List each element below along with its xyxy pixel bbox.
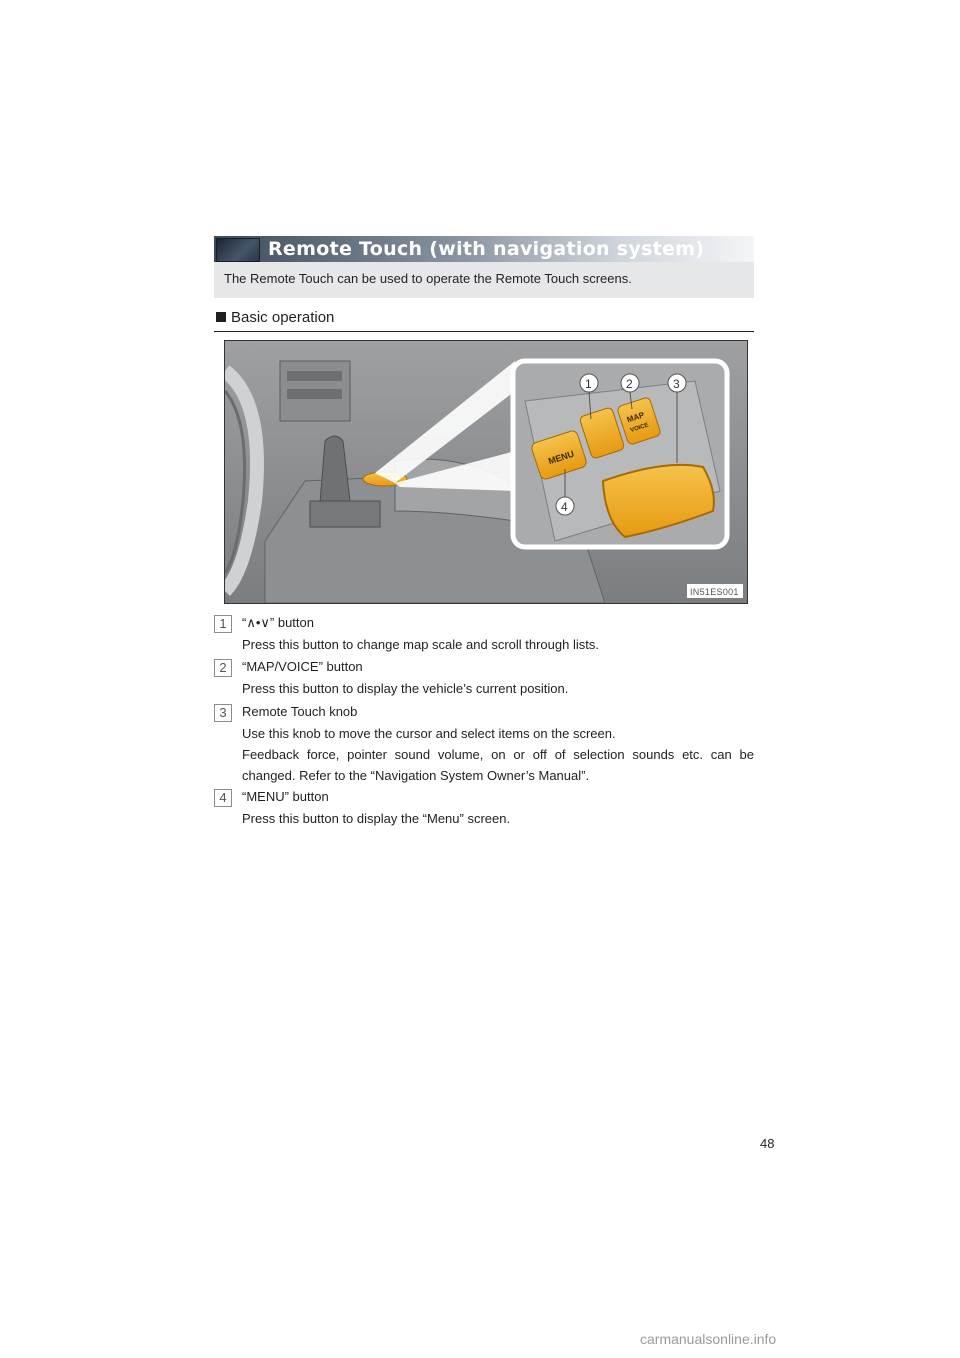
item-title: “∧•∨” button [242,615,314,630]
item-number-2: 2 [214,659,232,677]
gear-base [310,501,380,527]
footer-watermark[interactable]: carmanualsonline.info [640,1331,777,1347]
callout-3: 3 [673,377,680,391]
dashboard-vent [287,371,342,381]
callout-2: 2 [626,377,633,391]
page-title: Remote Touch (with navigation system) [268,238,705,260]
item-description: Press this button to display the vehicle’s current position. [242,681,569,696]
item-title: “MAP/VOICE” button [242,659,363,674]
item-number-1: 1 [214,615,232,633]
item-title: Remote Touch knob [242,704,358,719]
illustration-code: IN51ES001 [690,587,739,597]
item-title: “MENU” button [242,789,329,804]
header-thumbnail-icon [216,238,260,262]
section-rule [214,331,754,332]
callout-1: 1 [585,377,592,391]
item-number-4: 4 [214,789,232,807]
page-number: 48 [760,1136,775,1151]
item-description: Press this button to change map scale and scroll through lists. [242,637,599,652]
item-description: Press this button to display the “Menu” screen. [242,811,511,826]
item-description-line: Use this knob to move the cursor and select items on the screen. [242,726,616,741]
item-number-3: 3 [214,704,232,722]
intro-box [214,262,754,298]
remote-touch-illustration [224,340,748,604]
dashboard-vent-2 [287,389,342,399]
map-button-label: MAP [625,410,646,425]
section-heading [216,309,334,326]
section-heading-text: Basic operation [231,309,335,326]
voice-button-label: VOICE [629,422,650,434]
callout-4: 4 [561,500,568,514]
intro-text: The Remote Touch can be used to operate the Remote Touch screens. [224,271,632,286]
menu-button-label: MENU [546,448,576,467]
square-bullet-icon [216,312,226,322]
item-description [242,723,754,786]
item-description-line: Feedback force, pointer sound volume, on or off of selection sounds etc. can be changed. Refer to the “Navigation System Owner’s Manual”. [242,747,754,783]
